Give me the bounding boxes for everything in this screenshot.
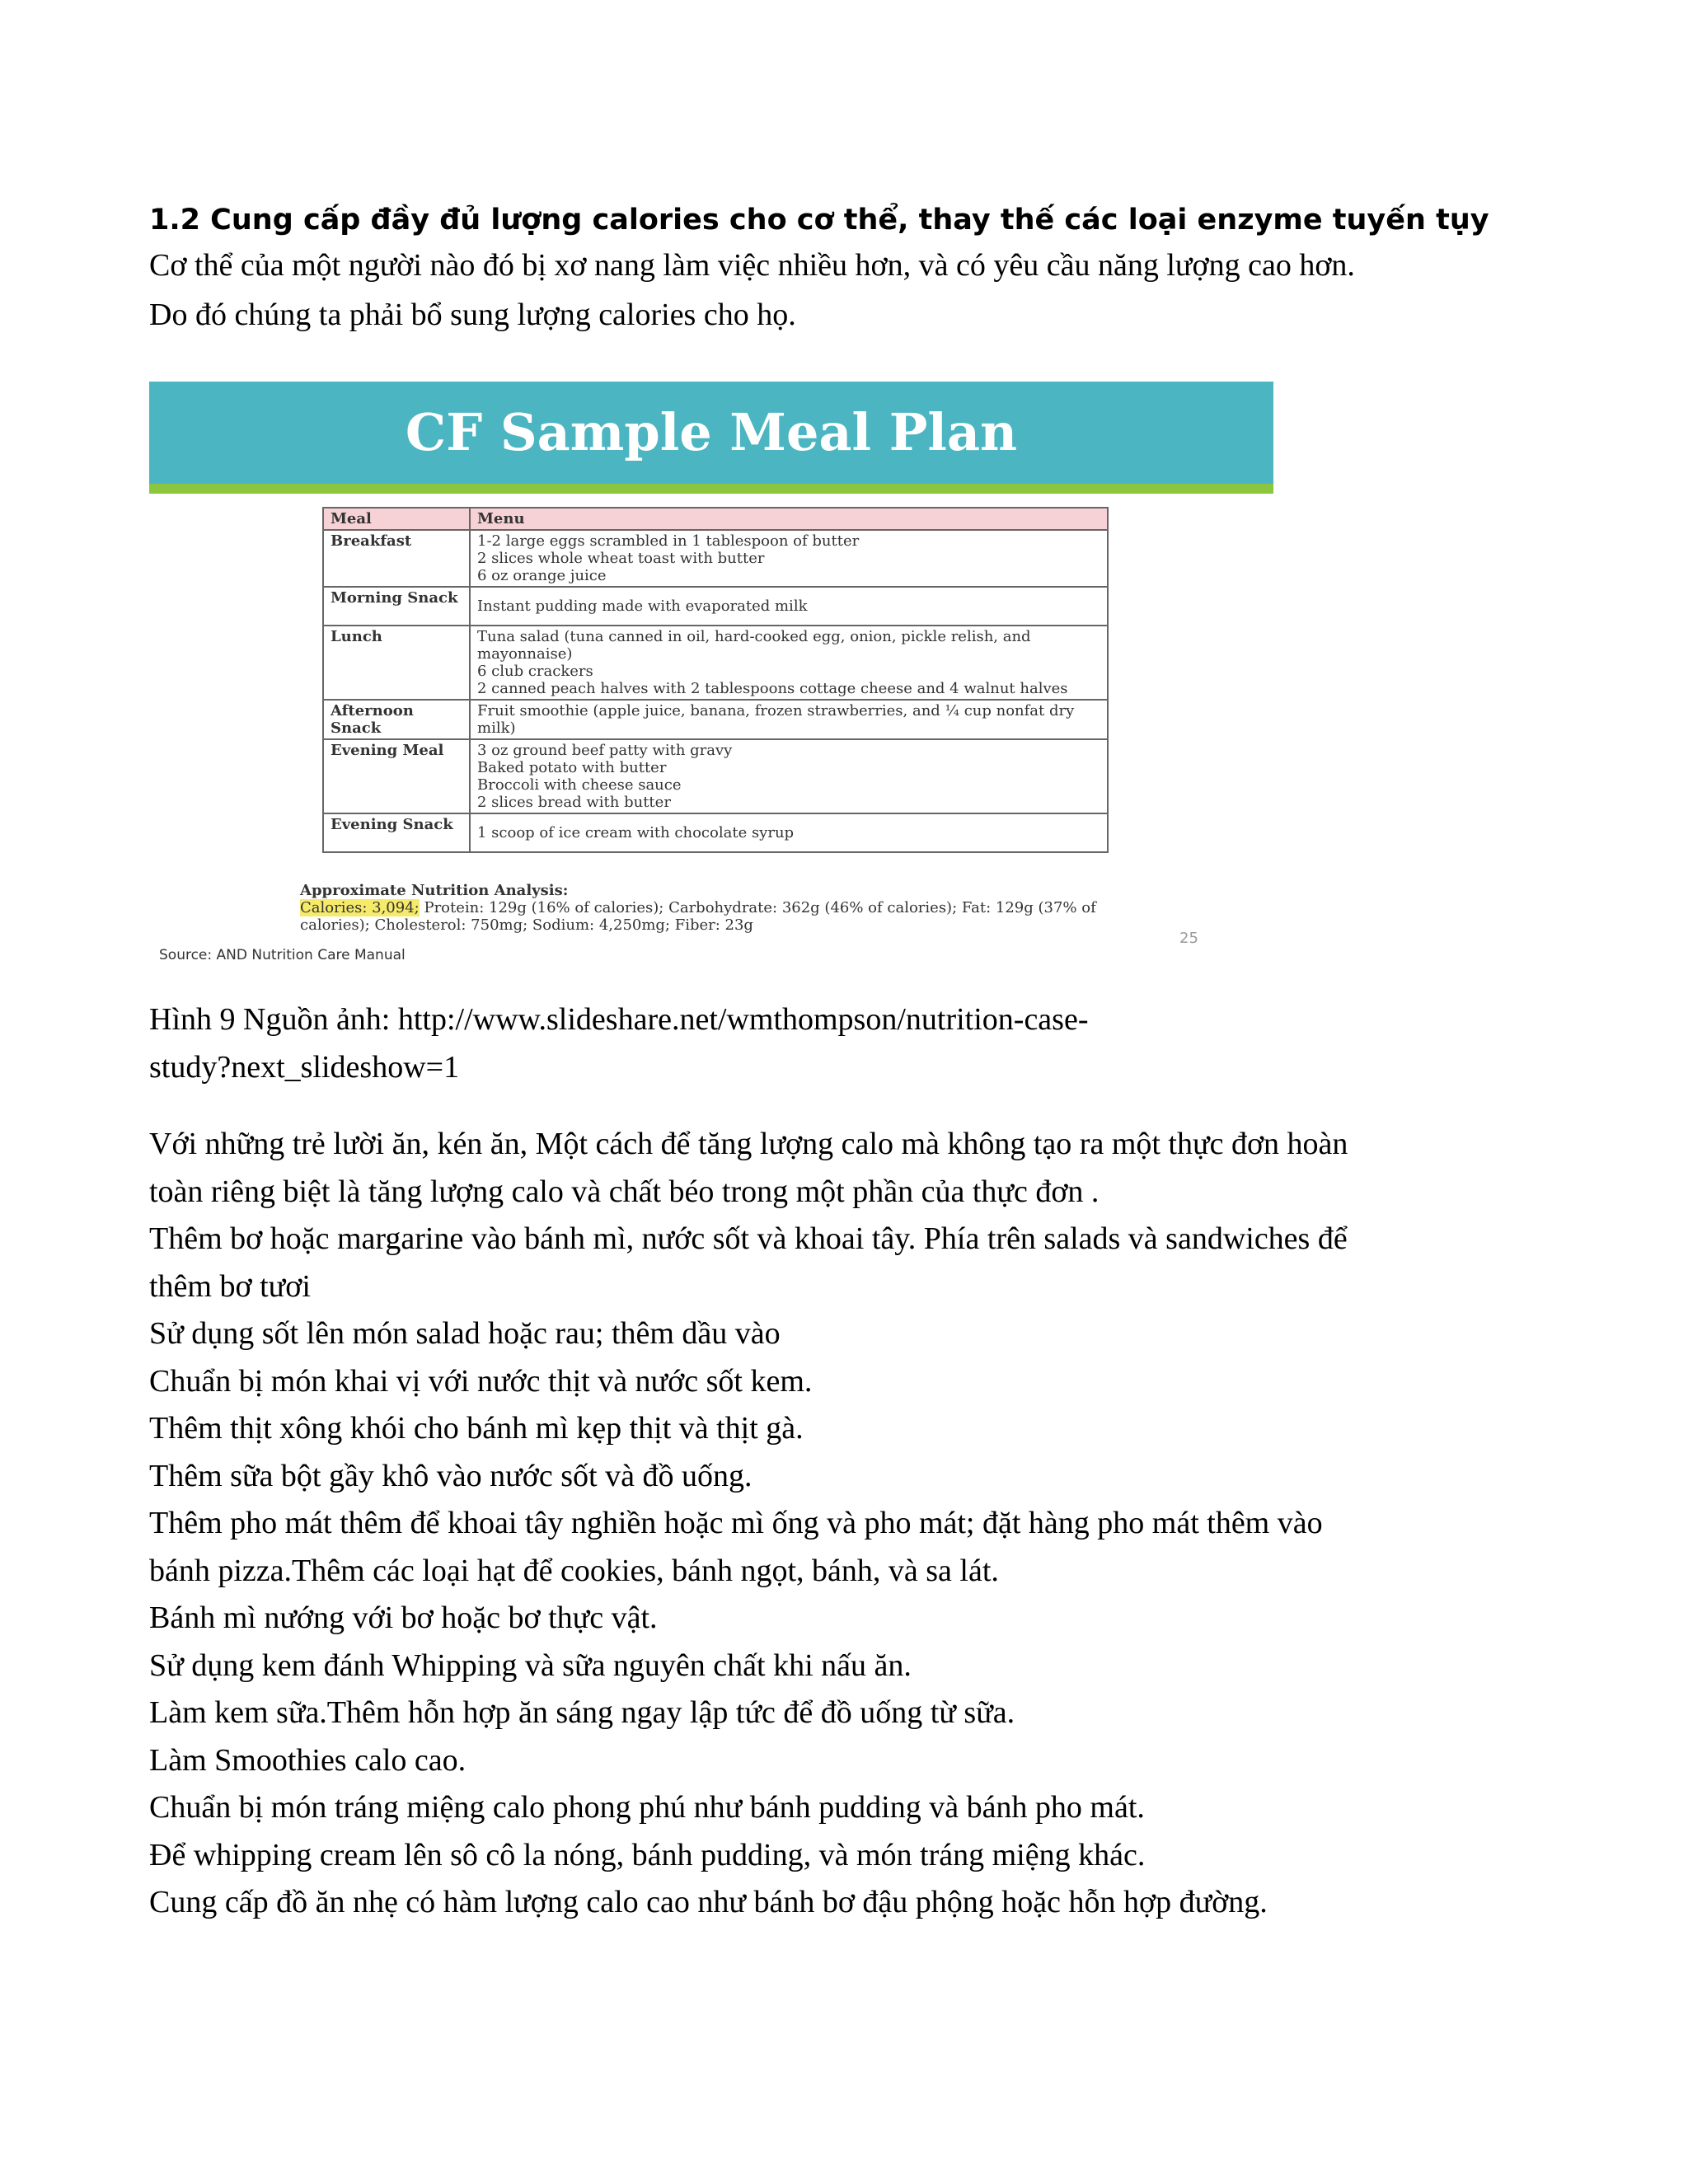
menu-item: Instant pudding made with evaporated milk [477, 598, 808, 615]
caption-line: Hình 9 Nguồn ảnh: http://www.slideshare.net/wmthompson/nutrition-case- [149, 1002, 1089, 1037]
body-paragraphs [149, 1121, 1534, 1927]
section-heading: 1.2 Cung cấp đầy đủ lượng calories cho cơ thể, thay thế các loại enzyme tuyến tụy [149, 204, 1489, 237]
menu-item: 1-2 large eggs scrambled in 1 tablespoon of butter [477, 532, 860, 550]
meal-name: Lunch [323, 626, 470, 700]
meal-plan-slide-image [149, 382, 1273, 964]
body-line: Chuẩn bị món tráng miệng calo phong phú như bánh pudding và bánh pho mát. [149, 1790, 1145, 1825]
body-line: Thêm pho mát thêm để khoai tây nghiền hoặc mì ống và pho mát; đặt hàng pho mát thêm vào [149, 1506, 1323, 1540]
body-line: Để whipping cream lên sô cô la nóng, bánh pudding, và món tráng miệng khác. [149, 1837, 1146, 1872]
caption-line: study?next_slideshow=1 [149, 1050, 460, 1085]
meal-name: Evening Meal [323, 739, 470, 813]
menu-item: Fruit smoothie (apple juice, banana, frozen strawberries, and ¼ cup nonfat dry milk) [477, 702, 1075, 737]
menu-cell [470, 626, 1108, 700]
body-line: Sử dụng kem đánh Whipping và sữa nguyên chất khi nấu ăn. [149, 1647, 912, 1683]
body-line: Làm Smoothies calo cao. [149, 1742, 467, 1778]
intro-line: Do đó chúng ta phải bổ sung lượng calories cho họ. [149, 298, 796, 332]
intro-line: Cơ thể của một người nào đó bị xơ nang làm việc nhiều hơn, và có yêu cầu năng lượng cao hơn. [149, 248, 1355, 283]
table-row [323, 587, 1108, 626]
meal-plan-table [322, 507, 1109, 853]
menu-item: Baked potato with butter [477, 759, 667, 776]
table-row [323, 813, 1108, 852]
menu-cell [470, 587, 1108, 626]
menu-cell [470, 813, 1108, 852]
body-line: Bánh mì nướng với bơ hoặc bơ thực vật. [149, 1601, 658, 1635]
menu-item: 2 slices whole wheat toast with butter [477, 550, 765, 567]
menu-item: 2 canned peach halves with 2 tablespoons cottage cheese and 4 walnut halves [477, 680, 1068, 697]
body-line: Làm kem sữa.Thêm hỗn hợp ăn sáng ngay lập tức để đồ uống từ sữa. [149, 1695, 1015, 1730]
meal-name: Evening Snack [323, 813, 470, 852]
table-header-meal: Meal [323, 508, 470, 530]
slide-page-number: 25 [1179, 930, 1198, 947]
body-line: Thêm bơ hoặc margarine vào bánh mì, nước sốt và khoai tây. Phía trên salads và sandwiches để [149, 1221, 1348, 1256]
body-line: Thêm thịt xông khói cho bánh mì kẹp thịt và thịt gà. [149, 1411, 804, 1446]
meal-name: Breakfast [323, 530, 470, 587]
figure-caption [149, 996, 1303, 1091]
menu-item: 6 club crackers [477, 663, 593, 680]
menu-item: Broccoli with cheese sauce [477, 776, 682, 794]
body-line: thêm bơ tươi [149, 1268, 311, 1304]
menu-item: 3 oz ground beef patty with gravy [477, 742, 733, 759]
nutrition-details: Protein: 129g (16% of calories); Carbohydrate: 362g (46% of calories); Fat: 129g (37% of calories); Cholesterol: 750mg; Sodium: 4,250mg; Fiber: 23g [300, 899, 1096, 934]
table-header-row [323, 508, 1108, 530]
slide-source: Source: AND Nutrition Care Manual [159, 947, 406, 963]
meal-name: Afternoon Snack [323, 700, 470, 739]
body-line: toàn riêng biệt là tăng lượng calo và chất béo trong một phần của thực đơn . [149, 1174, 1100, 1209]
nutrition-analysis-title: Approximate Nutrition Analysis: [300, 882, 569, 899]
slide-accent-stripe [149, 484, 1273, 494]
menu-cell [470, 530, 1108, 587]
body-line: Với những trẻ lười ăn, kén ăn, Một cách để tăng lượng calo mà không tạo ra một thực đơn hoàn [149, 1127, 1348, 1161]
menu-cell [470, 700, 1108, 739]
body-line: bánh pizza.Thêm các loại hạt để cookies, bánh ngọt, bánh, và sa lát. [149, 1553, 999, 1588]
body-line: Chuẩn bị món khai vị với nước thịt và nước sốt kem. [149, 1363, 813, 1399]
table-row [323, 739, 1108, 813]
meal-name: Morning Snack [323, 587, 470, 626]
calories-highlight: Calories: 3,094; [300, 899, 420, 916]
slide-title: CF Sample Meal Plan [405, 402, 1018, 462]
table-header-menu: Menu [470, 508, 1108, 530]
body-line: Cung cấp đồ ăn nhẹ có hàm lượng calo cao như bánh bơ đậu phộng hoặc hỗn hợp đường. [149, 1885, 1268, 1919]
nutrition-analysis [300, 882, 1132, 934]
menu-item: Tuna salad (tuna canned in oil, hard-cooked egg, onion, pickle relish, and mayonnaise) [477, 628, 1031, 663]
menu-item: 1 scoop of ice cream with chocolate syrup [477, 824, 795, 841]
table-row [323, 700, 1108, 739]
intro-paragraph [149, 241, 1534, 340]
menu-item: 6 oz orange juice [477, 567, 607, 584]
table-row [323, 626, 1108, 700]
body-line: Thêm sữa bột gầy khô vào nước sốt và đồ uống. [149, 1458, 753, 1493]
body-line: Sử dụng sốt lên món salad hoặc rau; thêm dầu vào [149, 1316, 781, 1351]
menu-cell [470, 739, 1108, 813]
menu-item: 2 slices bread with butter [477, 794, 671, 811]
table-row [323, 530, 1108, 587]
